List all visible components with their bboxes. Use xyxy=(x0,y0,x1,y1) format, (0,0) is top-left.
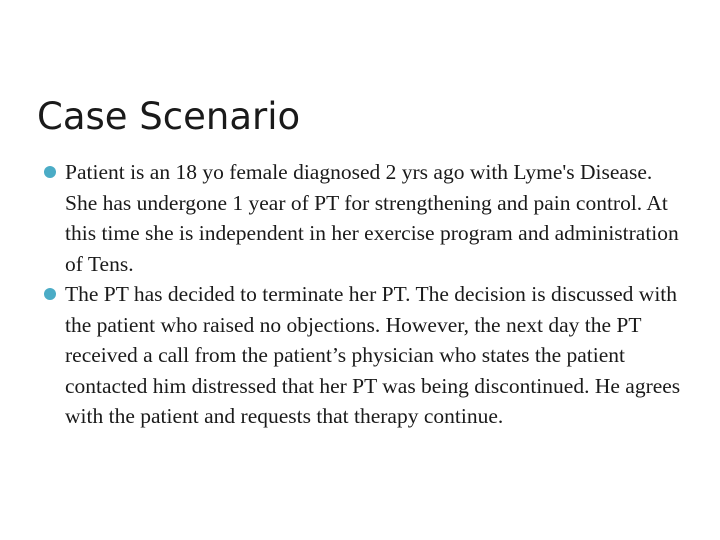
bullet-list xyxy=(44,157,684,432)
bullet-item xyxy=(44,157,684,279)
bullet-item xyxy=(44,279,684,432)
slide-title: Case Scenario xyxy=(37,95,301,138)
bullet-text: Patient is an 18 yo female diagnosed 2 yrs ago with Lyme's Disease. She has undergone 1 year of PT for strengthening and pain control. At this time she is independent in her exercise program and administration of Tens. xyxy=(65,160,679,276)
bullet-text: The PT has decided to terminate her PT. The decision is discussed with the patient who raised no objections. However, the next day the PT received a call from the patient’s physician who states the patient contacted him distressed that her PT was being discontinued. He agrees with the patient and requests that therapy continue. xyxy=(65,282,681,428)
bullet-dot-icon xyxy=(44,166,56,178)
bullet-dot-icon xyxy=(44,288,56,300)
